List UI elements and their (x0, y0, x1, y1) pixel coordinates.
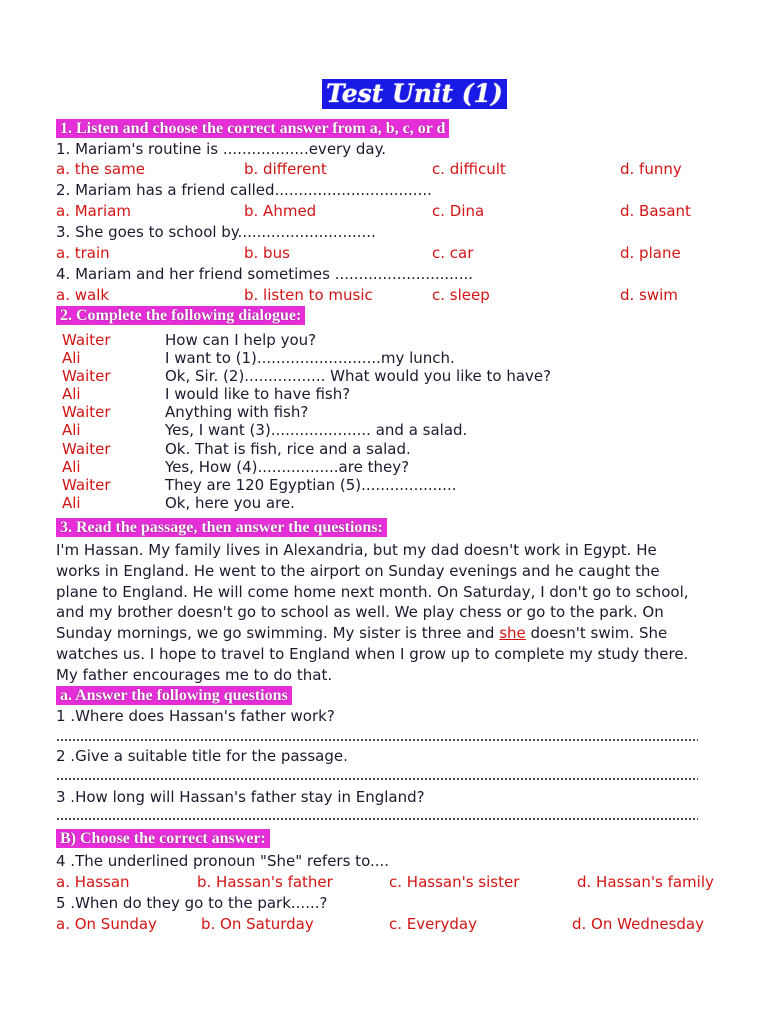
mcq-question-5-options (0, 914, 768, 934)
section-2-header: 2. Complete the following dialogue: (56, 306, 305, 325)
option-b: b. On Saturday (201, 915, 314, 933)
mcq-question-5: 5 .When do they go to the park......? (56, 894, 328, 912)
question-4-options (0, 285, 768, 305)
open-question-3: 3 .How long will Hassan's father stay in England? (56, 788, 425, 806)
dialogue-speaker: Waiter (62, 440, 111, 458)
open-question-2: 2 .Give a suitable title for the passage. (56, 747, 348, 765)
question-1: 1. Mariam's routine is ..................every day. (56, 140, 387, 158)
option-b: b. Ahmed (244, 202, 317, 220)
option-a: a. On Sunday (56, 915, 157, 933)
dialogue-line: Ok. That is fish, rice and a salad. (165, 440, 411, 458)
question-3: 3. She goes to school by............................. (56, 223, 376, 241)
dialogue-line: Ok, Sir. (2)................. What would you like to have? (165, 367, 552, 385)
option-a: a. Hassan (56, 873, 130, 891)
dialogue-line: Anything with fish? (165, 403, 309, 421)
question-4: 4. Mariam and her friend sometimes ............................. (56, 265, 473, 283)
option-b: b. bus (244, 244, 290, 262)
option-c: c. car (432, 244, 474, 262)
dialogue-line: Yes, How (4).................are they? (165, 458, 410, 476)
option-d: d. Basant (620, 202, 691, 220)
reading-passage (56, 540, 696, 686)
mcq-question-4: 4 .The underlined pronoun "She" refers to.... (56, 852, 390, 870)
dialogue-line: I would like to have fish? (165, 385, 351, 403)
open-question-1: 1 .Where does Hassan's father work? (56, 707, 335, 725)
option-c: c. sleep (432, 286, 490, 304)
option-a: a. walk (56, 286, 110, 304)
dialogue-line: How can I help you? (165, 331, 317, 349)
dialogue-speaker: Ali (62, 349, 81, 367)
option-c: c. Hassan's sister (389, 873, 520, 891)
dialogue-speaker: Waiter (62, 367, 111, 385)
answer-line (56, 778, 698, 780)
dialogue-line: Ok, here you are. (165, 494, 295, 512)
section-1-header: 1. Listen and choose the correct answer from a, b, c, or d (56, 119, 449, 138)
question-2-options (0, 201, 768, 221)
dialogue-speaker: Waiter (62, 403, 111, 421)
dialogue-line: Yes, I want (3)..................... and a salad. (165, 421, 468, 439)
option-b: b. Hassan's father (197, 873, 333, 891)
option-a: a. train (56, 244, 110, 262)
question-2: 2. Mariam has a friend called................................. (56, 181, 432, 199)
option-d: d. funny (620, 160, 682, 178)
passage-text: doesn't swim. She watches us. I hope to travel to England when I grow up to complete my study there. My father encourages me to do that. (56, 624, 689, 684)
dialogue-speaker: Ali (62, 385, 81, 403)
question-3-options (0, 243, 768, 263)
mcq-question-4-options (0, 872, 768, 892)
option-a: a. the same (56, 160, 145, 178)
option-d: d. Hassan's family (577, 873, 714, 891)
passage-text: I'm Hassan. My family lives in Alexandria, but my dad doesn't work in Egypt. He works in England. He went to the airport on Sunday evenings and he caught the plane to England. He will come home next month. On Saturday, I don't go to school, and my brother doesn't go to school as well. We play chess or go to the park. On Sunday mornings, we go swimming. My sister is three and (56, 541, 689, 643)
section-3-header: 3. Read the passage, then answer the questions: (56, 518, 387, 537)
page-title: Test Unit (1) (322, 79, 507, 109)
option-c: c. Dina (432, 202, 485, 220)
option-b: b. different (244, 160, 327, 178)
dialogue-line: They are 120 Egyptian (5).................... (165, 476, 457, 494)
dialogue-line: I want to (1)..........................my lunch. (165, 349, 455, 367)
question-1-options (0, 159, 768, 179)
answer-line (56, 739, 698, 741)
part-b-header: B) Choose the correct answer: (56, 829, 270, 848)
option-c: c. Everyday (389, 915, 478, 933)
answer-line (56, 818, 698, 820)
dialogue-speaker: Waiter (62, 476, 111, 494)
option-d: d. swim (620, 286, 678, 304)
dialogue-speaker: Waiter (62, 331, 111, 349)
dialogue-speaker: Ali (62, 458, 81, 476)
dialogue-speaker: Ali (62, 421, 81, 439)
option-c: c. difficult (432, 160, 506, 178)
option-d: d. plane (620, 244, 681, 262)
option-a: a. Mariam (56, 202, 131, 220)
part-a-header: a. Answer the following questions (56, 686, 292, 705)
dialogue-speaker: Ali (62, 494, 81, 512)
underlined-pronoun: she (499, 624, 526, 643)
option-d: d. On Wednesday (572, 915, 704, 933)
option-b: b. listen to music (244, 286, 373, 304)
